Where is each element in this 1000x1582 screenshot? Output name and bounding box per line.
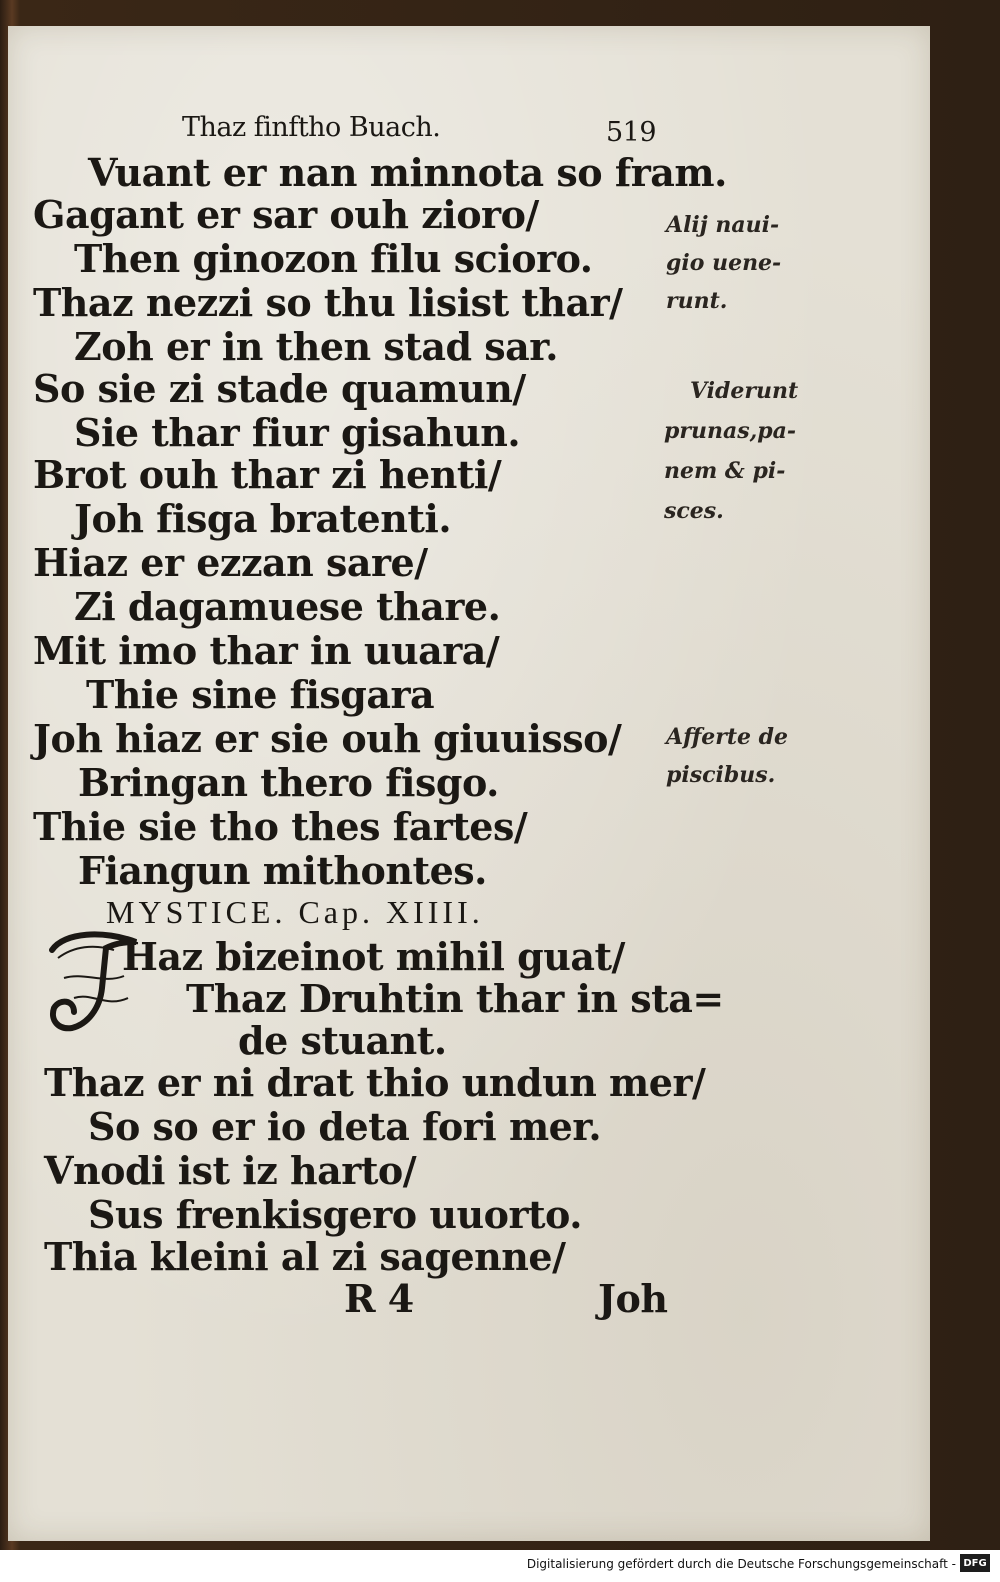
verse-line: So so er io deta fori mer. (88, 1104, 602, 1149)
verse-line: Then ginozon filu scioro. (74, 236, 593, 281)
running-head-title: Thaz finftho Buach. (182, 112, 441, 143)
signature-mark: R 4 (344, 1276, 414, 1321)
funding-credit: Digitalisierung gefördert durch die Deutsche Forschungsgemeinschaft - (526, 1557, 956, 1571)
verse-line: Gagant er sar ouh zioro/ (33, 192, 539, 237)
section-heading: MYSTICE. Cap. XIIII. (106, 894, 484, 930)
verse-line: Thie sie tho thes fartes/ (33, 804, 528, 849)
verse-line: Mit imo thar in uuara/ (33, 628, 500, 673)
verse-line: Zi dagamuese thare. (74, 584, 501, 629)
margin-note-line: nem & pi- (664, 458, 786, 484)
verse-line: Haz bizeinot mihil guat/ (122, 934, 625, 979)
margin-note-line: gio uene- (666, 250, 782, 276)
margin-note-line: Viderunt (690, 378, 799, 404)
verse-line: Thie sine fisgara (86, 672, 435, 717)
margin-note-line: sces. (664, 498, 724, 524)
verse-line: Hiaz er ezzan sare/ (33, 540, 428, 585)
margin-note-line: runt. (666, 288, 728, 314)
catchword: Joh (598, 1276, 668, 1321)
verse-line: Fiangun mithontes. (78, 848, 487, 893)
verse-line: Sie thar fiur gisahun. (74, 410, 521, 455)
verse-line: Zoh er in then stad sar. (74, 324, 559, 369)
verse-line: So sie zi stade quamun/ (33, 366, 526, 411)
dfg-logo: DFG (960, 1554, 990, 1572)
margin-note-line: piscibus. (666, 762, 776, 788)
verse-line: Joh fisga bratenti. (74, 496, 452, 541)
verse-line: Vuant er nan minnota so fram. (88, 150, 727, 195)
verse-line: Bringan thero fisgo. (78, 760, 499, 805)
margin-note-line: Alij naui- (666, 212, 780, 238)
verse-line: Thaz nezzi so thu lisist thar/ (33, 280, 623, 325)
margin-note-line: prunas,pa- (664, 418, 797, 444)
verse-line: Joh hiaz er sie ouh giuuisso/ (33, 716, 622, 761)
verse-line: Brot ouh thar zi henti/ (33, 452, 502, 497)
margin-note-line: Afferte de (666, 724, 789, 750)
verse-line: Sus frenkisgero uuorto. (88, 1192, 582, 1237)
verse-line: Thia kleini al zi sagenne/ (44, 1234, 566, 1279)
page-number: 519 (606, 117, 657, 148)
verse-line: Thaz er ni drat thio undun mer/ (44, 1060, 706, 1105)
verse-line: de stuant. (238, 1018, 447, 1063)
verse-line: Thaz Druhtin thar in sta= (186, 976, 724, 1021)
verse-line: Vnodi ist iz harto/ (44, 1148, 417, 1193)
